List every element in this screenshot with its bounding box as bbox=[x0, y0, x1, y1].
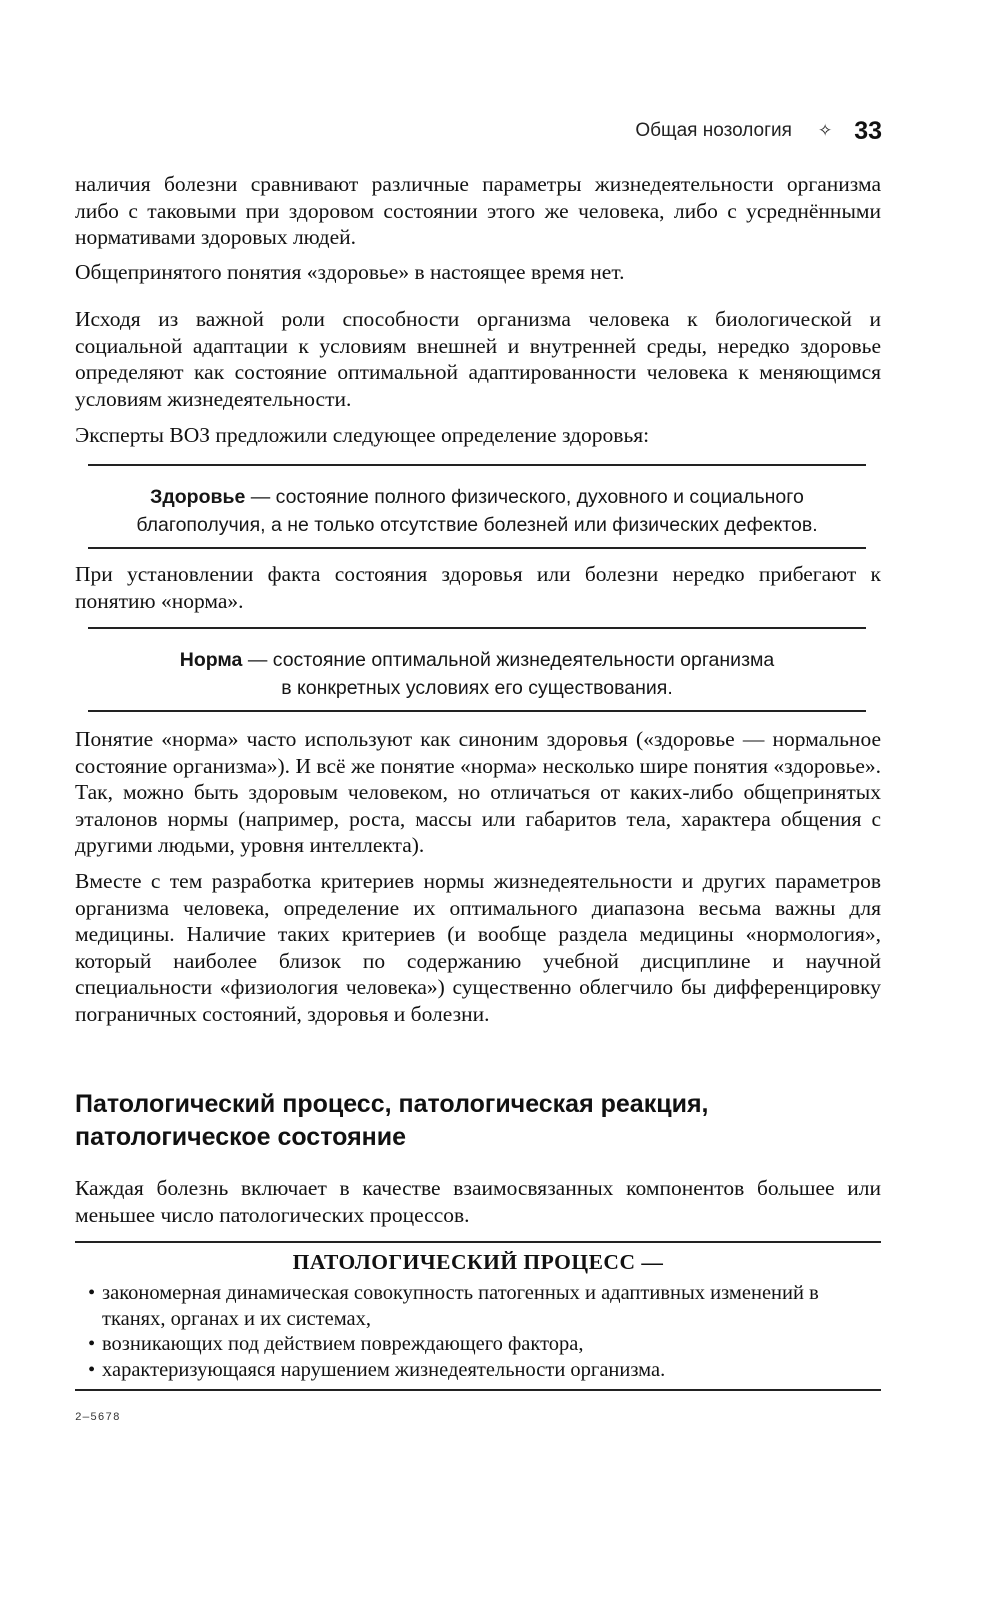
norm-definition-line-2: в конкретных условиях его существования. bbox=[281, 677, 673, 699]
divider bbox=[88, 627, 866, 629]
bullet-icon: • bbox=[88, 1282, 96, 1304]
list-item: • характеризующаяся нарушением жизнедеятельности организма. bbox=[88, 1358, 848, 1384]
signature-code: 2—5678 bbox=[75, 1412, 121, 1424]
divider bbox=[75, 1241, 881, 1243]
paragraph-1: наличия болезни сравнивают различные параметры жизнедеятельности организма либо с таковыми при здоровом состоянии этого же человека, либо с усреднёнными нормативами здоровых людей. bbox=[75, 172, 881, 249]
divider bbox=[88, 464, 866, 466]
norm-definition bbox=[88, 646, 866, 702]
health-definition bbox=[88, 483, 866, 539]
paragraph-6: Понятие «норма» часто используют как синоним здоровья («здоровье — нормальное состояние организма»). И всё же понятие «норма» несколько шире понятия «здоровье». Так, можно быть здоровым человеком, но отличаться от каких-либо общепринятых эталонов нормы (например, роста, массы или габаритов тела, характера общения с другими людьми, уровня интеллекта). bbox=[75, 727, 881, 857]
paragraph-7: Вместе с тем разработка критериев нормы жизнедеятельности и других параметров организма человека, определение их оптимального диапазона весьма важны для медицины. Наличие таких критериев (и вообще раздела медицины «нормология», который наиболее близок по содержанию учебной дисциплине и научной специальности «физиология человека») существенно облегчило бы дифференцировку пограничных состояний, здоровья и болезни. bbox=[75, 869, 881, 1026]
pathological-process-list bbox=[88, 1281, 848, 1383]
paragraph-3: Исходя из важной роли способности организма человека к биологической и социальной адаптации к условиям внешней и внутренней среды, нередко здоровье определяют как состояние оптимальной адаптированности человека к меняющимся условиям жизнедеятельности. bbox=[75, 307, 881, 411]
norm-definition-line-1: — состояние оптимальной жизнедеятельности организма bbox=[242, 649, 775, 671]
section-heading bbox=[75, 1088, 895, 1154]
paragraph-4: Эксперты ВОЗ предложили следующее определение здоровья: bbox=[75, 423, 650, 447]
divider bbox=[88, 710, 866, 712]
list-item: • закономерная динамическая совокупность патогенных и адаптивных изменений в тканях, органах и их системах, bbox=[88, 1282, 819, 1330]
diamond-separator-icon: ✧ bbox=[817, 121, 833, 140]
divider bbox=[75, 1389, 881, 1391]
paragraph-5: При установлении факта состояния здоровья или болезни нередко прибегают к понятию «норма». bbox=[75, 562, 881, 613]
pathological-process-title: ПАТОЛОГИЧЕСКИЙ ПРОЦЕСС — bbox=[292, 1250, 664, 1274]
section-title: Общая нозология bbox=[635, 120, 792, 141]
section-heading-line-2: патологическое состояние bbox=[75, 1123, 407, 1151]
page-number: 33 bbox=[854, 116, 882, 145]
section-heading-line-1: Патологический процесс, патологическая реакция, bbox=[75, 1090, 709, 1118]
bullet-icon: • bbox=[88, 1333, 96, 1355]
running-header bbox=[610, 114, 882, 148]
bullet-icon: • bbox=[88, 1358, 96, 1381]
list-item: • возникающих под действием повреждающего фактора, bbox=[88, 1332, 848, 1358]
divider bbox=[88, 547, 866, 549]
paragraph-2: Общепринятого понятия «здоровье» в настоящее время нет. bbox=[75, 260, 625, 284]
paragraph-8: Каждая болезнь включает в качестве взаимосвязанных компонентов большее или меньшее число патологических процессов. bbox=[75, 1176, 881, 1227]
norm-term: Норма bbox=[179, 649, 243, 671]
health-definition-text: — состояние полного физического, духовного и социального благополучия, а не только отсутствие болезней или физических дефектов. bbox=[136, 486, 818, 536]
health-term: Здоровье bbox=[150, 486, 246, 508]
